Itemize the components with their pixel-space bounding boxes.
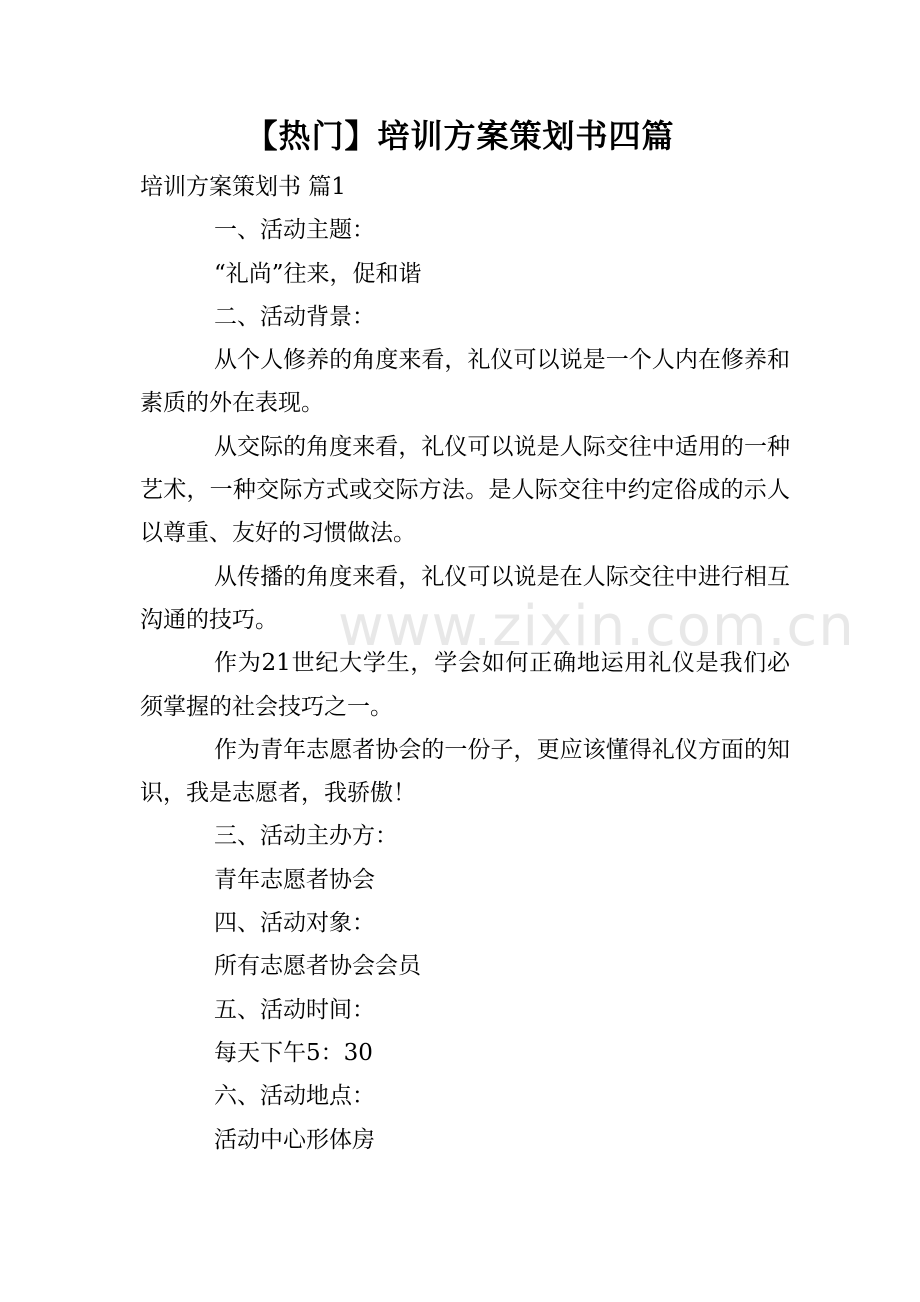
paragraph-personal-cultivation: 从个人修养的角度来看，礼仪可以说是一个人内在修养和素质的外在表现。 bbox=[140, 347, 790, 417]
heading-activity-theme: 一、活动主题： bbox=[214, 217, 375, 244]
paragraph-volunteer: 作为青年志愿者协会的一份子，更应该懂得礼仪方面的知识，我是志愿者，我骄傲！ bbox=[140, 736, 790, 807]
heading-participants: 四、活动对象： bbox=[214, 910, 375, 937]
heading-organizer: 三、活动主办方： bbox=[214, 823, 398, 850]
activity-location-text: 活动中心形体房 bbox=[214, 1126, 375, 1153]
watermark: www.zixin.com.cn bbox=[338, 594, 855, 659]
heading-activity-time: 五、活动时间： bbox=[214, 996, 375, 1023]
paragraph-social-interaction: 从交际的角度来看，礼仪可以说是人际交往中适用的一种艺术，一种交际方式或交际方法。是人际交往中约定俗成的示人以尊重、友好的习惯做法。 bbox=[140, 433, 790, 547]
organizer-text: 青年志愿者协会 bbox=[214, 866, 375, 893]
section-heading: 培训方案策划书 篇1 bbox=[140, 174, 346, 200]
heading-activity-location: 六、活动地点： bbox=[214, 1083, 375, 1110]
paragraph-communication: 从传播的角度来看，礼仪可以说是在人际交往中进行相互沟通的技巧。 bbox=[140, 563, 790, 633]
activity-time-text: 每天下午5：30 bbox=[214, 1039, 373, 1066]
paragraph-college-student: 作为21世纪大学生，学会如何正确地运用礼仪是我们必须掌握的社会技巧之一。 bbox=[140, 650, 790, 720]
participants-text: 所有志愿者协会会员 bbox=[214, 953, 421, 980]
document-title: 【热门】培训方案策划书四篇 bbox=[245, 117, 675, 155]
heading-activity-background: 二、活动背景： bbox=[214, 303, 375, 330]
document-body bbox=[140, 166, 790, 1162]
activity-theme-text: “礼尚”往来，促和谐 bbox=[214, 260, 422, 287]
